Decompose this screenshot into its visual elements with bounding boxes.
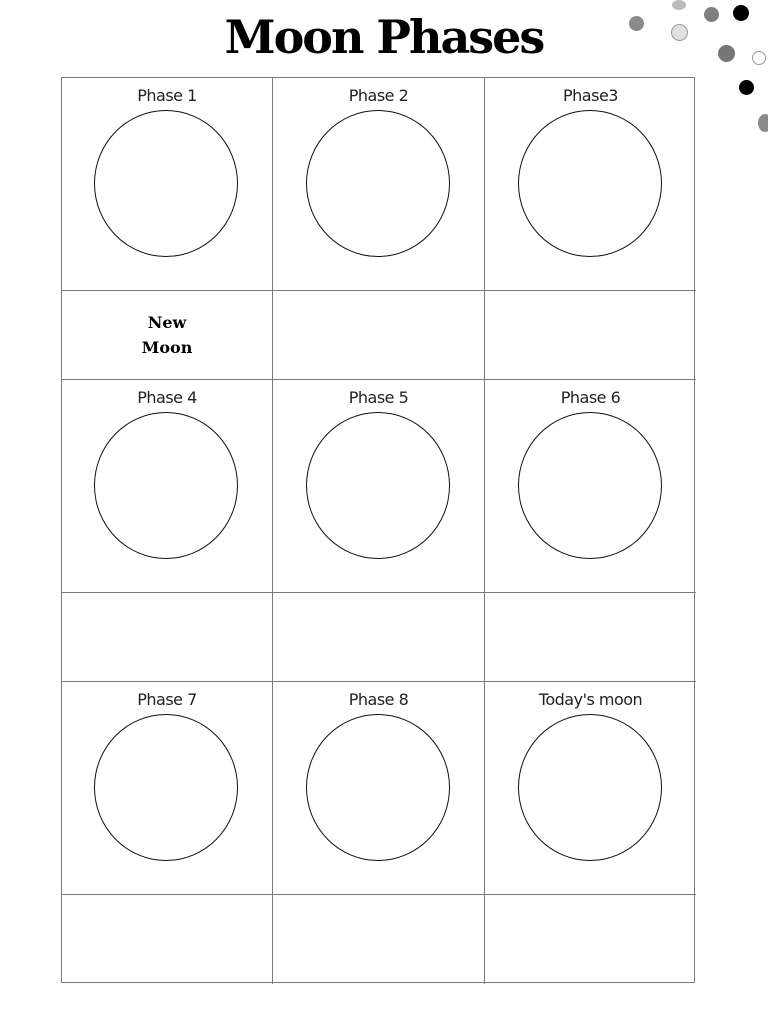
phase-label: Phase3 xyxy=(563,86,618,105)
phase-label: Phase 8 xyxy=(348,690,409,709)
phase-cell-6 xyxy=(485,380,696,593)
phase-label: Phase 7 xyxy=(137,690,197,709)
moon-phase-table xyxy=(61,77,695,983)
moon-drawing-circle[interactable] xyxy=(518,110,662,257)
phase-label: Phase 5 xyxy=(348,388,409,407)
moon-drawing-circle[interactable] xyxy=(306,714,450,861)
page-title: Moon Phases xyxy=(224,10,544,64)
phase-name-cell-8[interactable] xyxy=(273,895,485,984)
phase-cell-today xyxy=(485,682,696,895)
phase-name: New Moon xyxy=(141,313,193,357)
phase-name-cell-1[interactable] xyxy=(62,291,273,380)
moon-drawing-circle[interactable] xyxy=(94,110,238,257)
phase-cell-5 xyxy=(273,380,485,593)
moon-drawing-circle[interactable] xyxy=(518,412,662,559)
phase-cell-8 xyxy=(273,682,485,895)
phase-name-cell-2[interactable] xyxy=(273,291,485,380)
phase-cell-1 xyxy=(62,78,273,291)
phase-cell-2 xyxy=(273,78,485,291)
phase-label: Phase 4 xyxy=(137,388,197,407)
phase-cell-7 xyxy=(62,682,273,895)
phase-label: Phase 1 xyxy=(137,86,197,105)
phase-name-cell-3[interactable] xyxy=(485,291,696,380)
moon-drawing-circle[interactable] xyxy=(94,412,238,559)
phase-name-cell-5[interactable] xyxy=(273,593,485,682)
phase-cell-4 xyxy=(62,380,273,593)
phase-name-cell-today[interactable] xyxy=(485,895,696,984)
phase-label: Today's moon xyxy=(538,690,643,709)
phase-name-cell-6[interactable] xyxy=(485,593,696,682)
moon-drawing-circle[interactable] xyxy=(94,714,238,861)
moon-drawing-circle[interactable] xyxy=(306,110,450,257)
phase-label: Phase 2 xyxy=(348,86,409,105)
phase-label: Phase 6 xyxy=(560,388,621,407)
phase-name-cell-4[interactable] xyxy=(62,593,273,682)
phase-cell-3 xyxy=(485,78,696,291)
phase-name-cell-7[interactable] xyxy=(62,895,273,984)
moon-drawing-circle[interactable] xyxy=(306,412,450,559)
moon-drawing-circle[interactable] xyxy=(518,714,662,861)
